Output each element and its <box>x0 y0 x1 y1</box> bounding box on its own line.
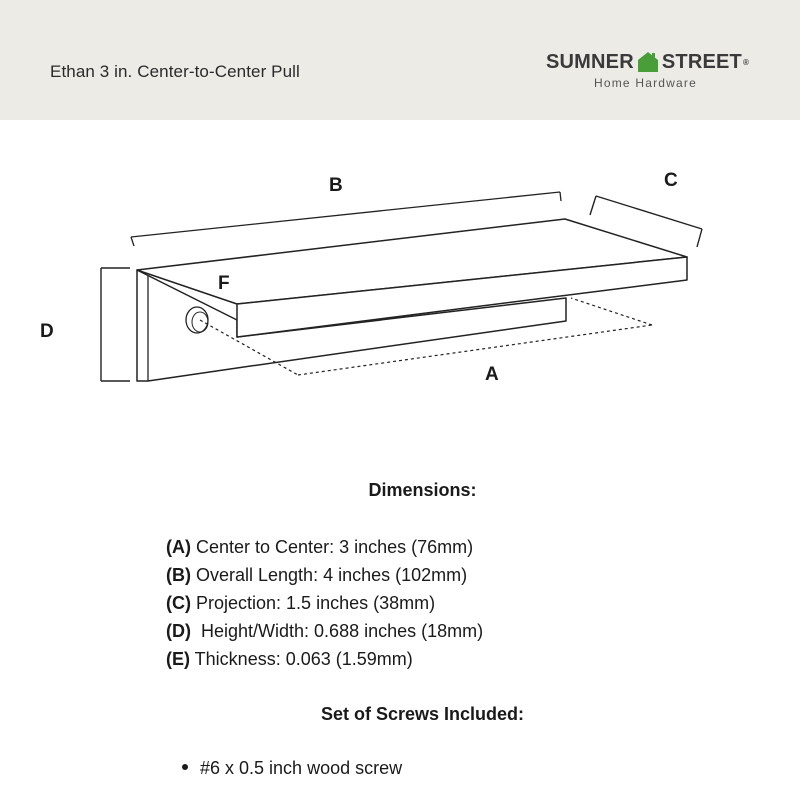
dimension-key: (A) <box>166 537 191 557</box>
bullet-icon <box>182 764 188 770</box>
label-b: B <box>329 175 343 196</box>
brand-name-right: STREET <box>661 50 742 73</box>
dimension-key: (B) <box>166 565 191 585</box>
dimension-d-row <box>166 617 483 645</box>
label-f: F <box>218 273 230 294</box>
dimension-key: (C) <box>166 593 191 613</box>
dimension-b-row <box>166 561 483 589</box>
dimension-e-row <box>166 645 483 673</box>
house-icon <box>637 51 659 73</box>
dimension-text: Projection: 1.5 inches (38mm) <box>191 593 436 613</box>
screws-heading: Set of Screws Included: <box>320 704 525 724</box>
dimensions-heading: Dimensions: <box>368 480 477 500</box>
header-banner <box>0 0 800 120</box>
screw-item-text: #6 x 0.5 inch wood screw <box>200 758 403 778</box>
dimension-c-row <box>166 589 483 617</box>
brand-name <box>546 50 749 74</box>
dimension-text: Overall Length: 4 inches (102mm) <box>191 565 468 585</box>
brand-name-left: SUMNER <box>546 50 634 73</box>
dimension-a-row <box>166 533 483 561</box>
dimension-key: (E) <box>166 649 190 669</box>
screw-list <box>182 758 402 779</box>
registered-mark: ® <box>742 57 750 67</box>
dimension-key: (D) <box>166 621 191 641</box>
brand-tagline: Home Hardware <box>594 76 697 90</box>
dimension-text: Height/Width: 0.688 inches (18mm) <box>191 621 484 641</box>
label-c: C <box>664 170 678 191</box>
product-title: Ethan 3 in. Center-to-Center Pull <box>50 62 300 81</box>
label-d: D <box>40 321 54 342</box>
dimension-text: Center to Center: 3 inches (76mm) <box>191 537 474 557</box>
brand-logo <box>546 50 760 92</box>
dimension-text: Thickness: 0.063 (1.59mm) <box>190 649 413 669</box>
pull-outline <box>137 219 687 381</box>
dimension-d-bracket <box>101 268 130 381</box>
pull-dimension-diagram <box>0 120 800 450</box>
label-a: A <box>485 364 499 385</box>
dimensions-list <box>166 533 483 673</box>
list-item <box>182 758 402 779</box>
